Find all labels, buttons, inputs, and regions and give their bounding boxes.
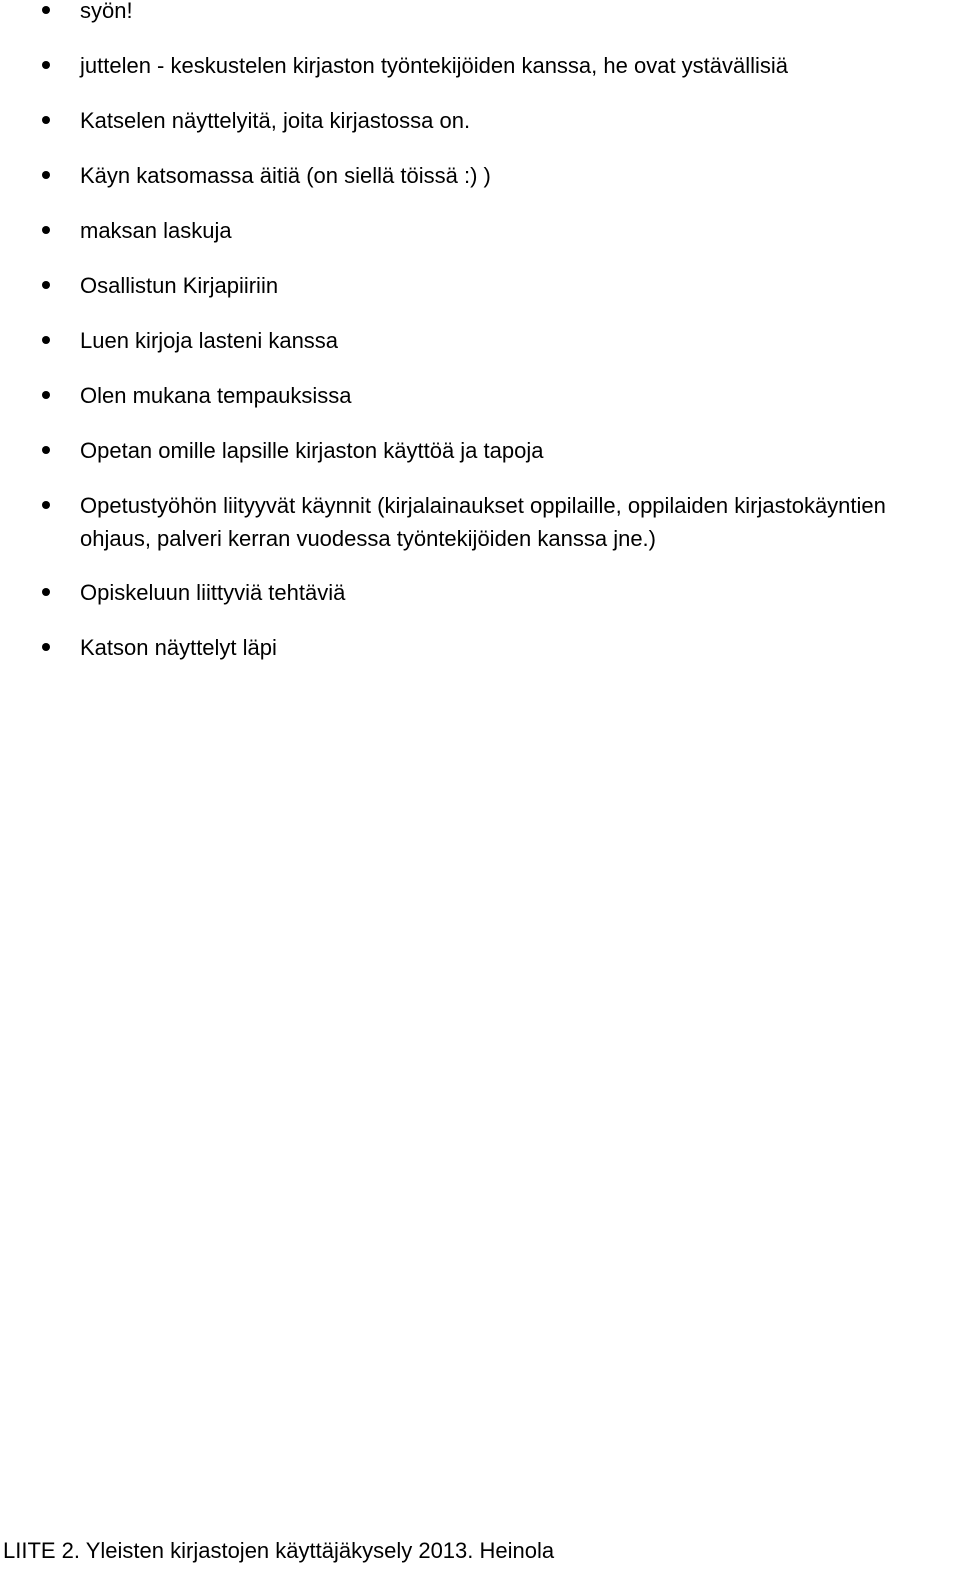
bullet-icon [42, 391, 50, 399]
bullet-icon [42, 61, 50, 69]
bullet-icon [42, 446, 50, 454]
bullet-icon [42, 588, 50, 596]
list-item-text: maksan laskuja [80, 218, 232, 243]
bullet-icon [42, 116, 50, 124]
bullet-icon [42, 501, 50, 509]
list-item-text: Katselen näyttelyitä, joita kirjastossa on. [80, 108, 471, 133]
page-footer: LIITE 2. Yleisten kirjastojen käyttäjäkysely 2013. Heinola [3, 1538, 555, 1563]
list-item-text: Opetustyöhön liityyvät käynnit (kirjalainaukset oppilaille, oppilaiden kirjastokäyntien ohjaus, palveri kerran vuodessa työntekijöiden kanssa jne.) [80, 493, 886, 551]
bullet-icon [42, 6, 50, 14]
list-item-text: syön! [80, 0, 133, 23]
list-item-text: Katson näyttelyt läpi [80, 635, 277, 660]
list-item-text: Opetan omille lapsille kirjaston käyttöä ja tapoja [80, 438, 544, 463]
list-item-text: Osallistun Kirjapiiriin [80, 273, 279, 298]
list-item-text: Käyn katsomassa äitiä (on siellä töissä :) ) [80, 163, 491, 188]
list-item-text: juttelen - keskustelen kirjaston työntekijöiden kanssa, he ovat ystävällisiä [80, 53, 789, 78]
bullet-icon [42, 171, 50, 179]
bullet-icon [42, 281, 50, 289]
list-item-text: Luen kirjoja lasteni kanssa [80, 328, 339, 353]
bullet-icon [42, 643, 50, 651]
bullet-icon [42, 226, 50, 234]
list-item-text: Opiskeluun liittyviä tehtäviä [80, 580, 346, 605]
list-item-text: Olen mukana tempauksissa [80, 383, 352, 408]
bullet-icon [42, 336, 50, 344]
